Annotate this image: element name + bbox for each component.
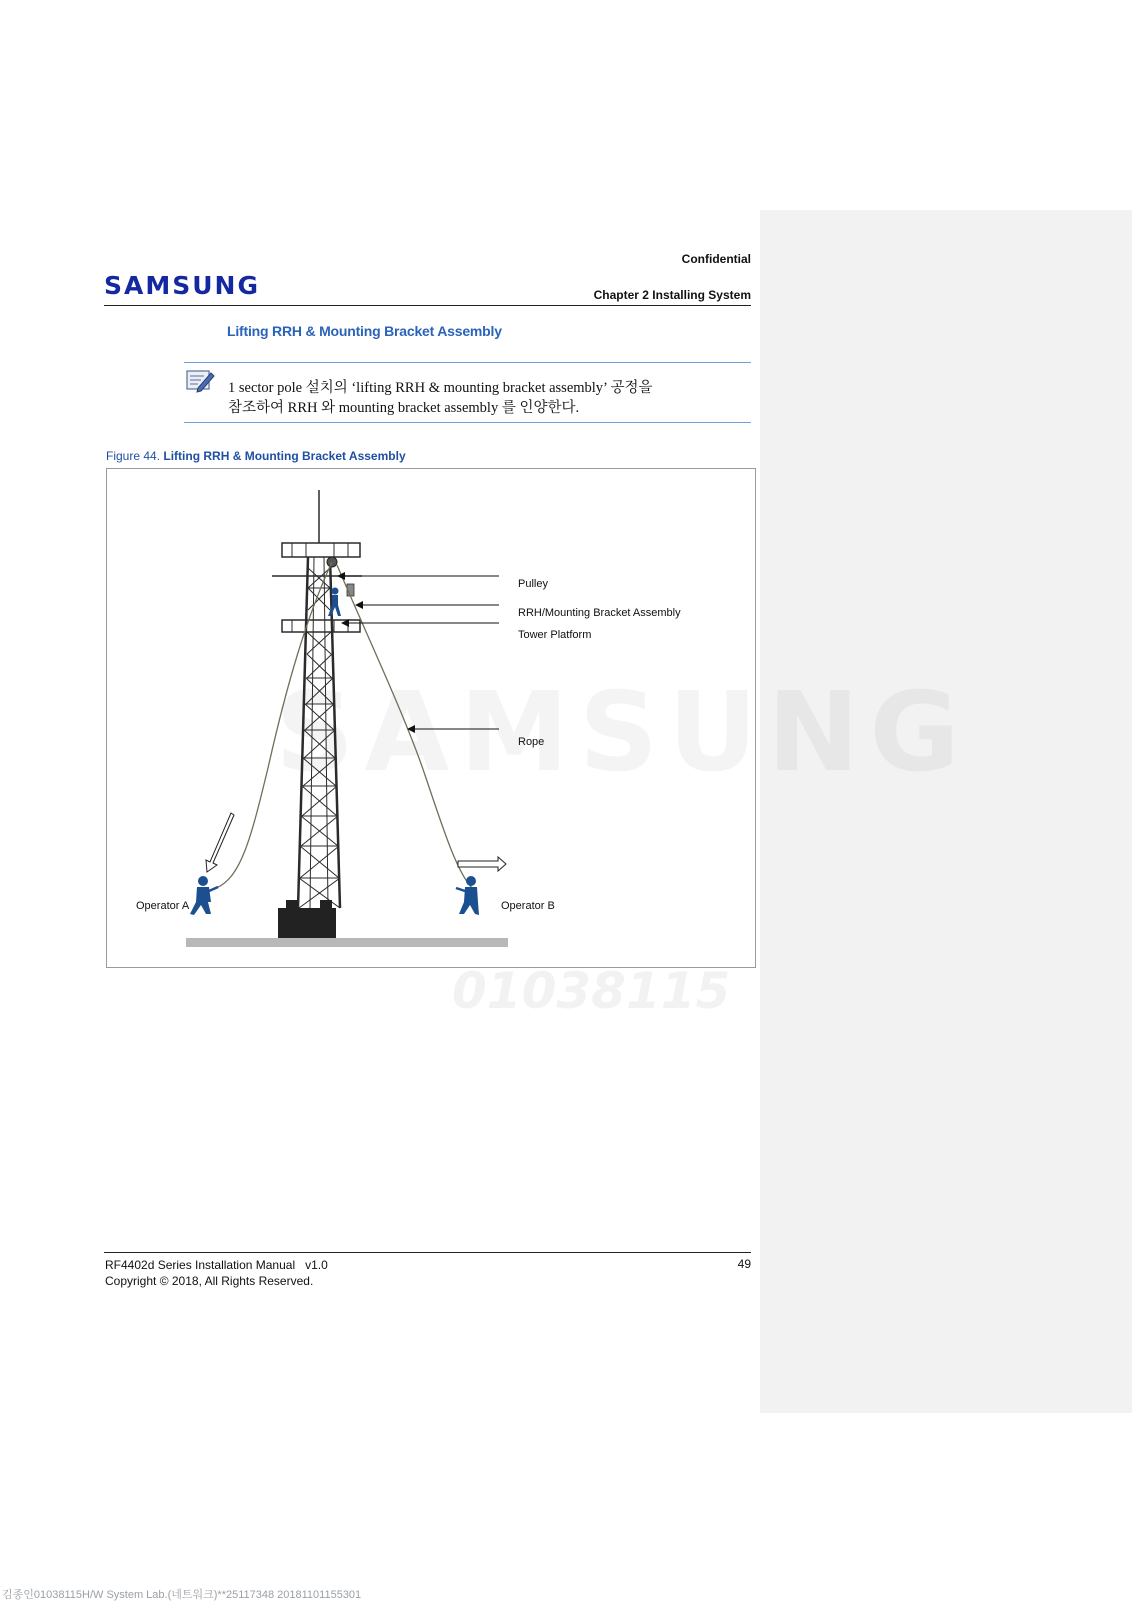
- pull-arrow-a: [206, 813, 234, 872]
- note-line-2: 참조하여 RRH 와 mounting bracket assembly 를 인양한다.: [228, 400, 580, 416]
- note-line-1: 1 sector pole 설치의 ‘lifting RRH & mounting bracket assembly’ 공정을: [228, 380, 653, 396]
- label-operator-a: Operator A: [136, 900, 190, 912]
- label-pulley: Pulley: [518, 578, 548, 590]
- figure-caption-title: Lifting RRH & Mounting Bracket Assembly: [163, 449, 406, 463]
- note-bottom-rule: [184, 422, 751, 423]
- footer-copyright: Copyright © 2018, All Rights Reserved.: [105, 1274, 314, 1288]
- comment-sidebar: [760, 210, 1132, 1413]
- section-title: Lifting RRH & Mounting Bracket Assembly: [227, 323, 502, 339]
- tower-lifting-diagram: [106, 468, 754, 966]
- chapter-title: Chapter 2 Installing System: [593, 288, 751, 302]
- confidential-label: Confidential: [681, 252, 751, 266]
- note-text: [228, 378, 728, 418]
- figure-caption: [106, 449, 406, 463]
- number-watermark: 01038115: [452, 962, 731, 1020]
- rope-right: [337, 565, 472, 888]
- rope-left: [216, 562, 332, 888]
- figure-caption-number: Figure 44.: [106, 449, 164, 463]
- footer-info: [105, 1257, 328, 1289]
- label-tower-platform: Tower Platform: [518, 629, 592, 641]
- operator-b-figure: [456, 876, 479, 915]
- note-top-rule: [184, 362, 751, 363]
- header-divider: [104, 305, 751, 306]
- page-number: 49: [737, 1257, 751, 1271]
- pull-arrow-b: [458, 857, 506, 871]
- label-operator-b: Operator B: [501, 900, 555, 912]
- tower-base: [278, 908, 336, 938]
- ground: [186, 938, 508, 947]
- download-stamp: 김종인01038115H/W System Lab.(네트워크)**25117348 20181101155301: [2, 1589, 362, 1601]
- label-rrh-assembly: RRH/Mounting Bracket Assembly: [518, 607, 681, 619]
- label-rope: Rope: [518, 736, 545, 748]
- samsung-logo: SAMSUNG: [104, 271, 260, 300]
- operator-a-figure: [190, 876, 218, 915]
- note-pencil-icon: [185, 368, 215, 394]
- footer-manual-title: RF4402d Series Installation Manual v1.0: [105, 1258, 328, 1272]
- footer-divider: [104, 1252, 751, 1253]
